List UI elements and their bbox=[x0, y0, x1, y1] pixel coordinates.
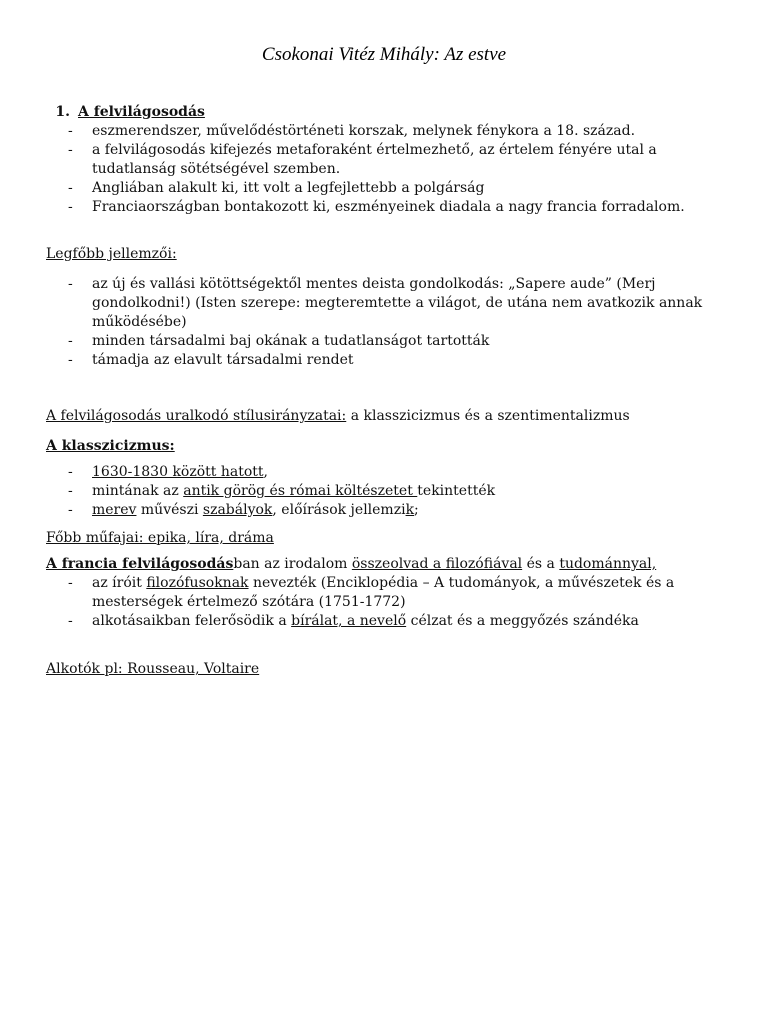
underlined-text: 1630-1830 között hatott bbox=[92, 464, 264, 480]
text: célzat és a meggyőzés szándéka bbox=[406, 613, 639, 629]
list-item: - Angliában alakult ki, itt volt a legfejlettebb a polgárság bbox=[46, 179, 736, 198]
text: , bbox=[263, 464, 268, 480]
section-enlightenment bbox=[46, 103, 736, 217]
features-list bbox=[46, 275, 736, 370]
list-item bbox=[46, 574, 736, 612]
underlined-text: merev bbox=[92, 502, 137, 518]
french-heading-label: A francia felvilágosodás bbox=[46, 556, 234, 572]
french-section bbox=[46, 555, 736, 631]
text: tekintették bbox=[417, 483, 496, 499]
text: nevezték (Enciklopédia – A tudományok, a művészetek és a mesterségek értelmező szótára (1751-1772) bbox=[92, 575, 675, 610]
text: az íróit bbox=[92, 575, 147, 591]
styles-line bbox=[46, 407, 736, 426]
list-item bbox=[46, 463, 736, 482]
section-heading bbox=[46, 103, 736, 122]
list-item: - a felvilágosodás kifejezés metaforaként értelmezhető, az értelem fényére utal a tudatlanság sötétségével szemben. bbox=[46, 141, 736, 179]
text: ; bbox=[414, 502, 419, 518]
french-heading bbox=[46, 555, 736, 574]
features-section bbox=[46, 275, 736, 370]
text: alkotásaikban felerősödik a bbox=[92, 613, 292, 629]
underlined-text: bírálat, a nevelő bbox=[291, 613, 407, 629]
text: ban az irodalom bbox=[233, 556, 352, 572]
text: művészi bbox=[136, 502, 203, 518]
genres-line bbox=[46, 529, 736, 548]
section-heading-text: A felvilágosodás bbox=[78, 104, 205, 120]
text: és a bbox=[522, 556, 560, 572]
list-item: - az új és vallási kötöttségektől mentes deista gondolkodás: „Sapere aude” (Merj gondolkodni!) (Isten szerepe: megteremtette a világot, de utána nem avatkozik annak működésébe) bbox=[46, 275, 736, 332]
list-item: - minden társadalmi baj okának a tudatlanságot tartották bbox=[46, 332, 736, 351]
section-number: 1. bbox=[55, 104, 70, 120]
text: , előírások jellemzi bbox=[272, 502, 406, 518]
genres-text: Főbb műfajai: epika, líra, dráma bbox=[46, 530, 274, 546]
features-heading-text: Legfőbb jellemzői: bbox=[46, 246, 177, 262]
underlined-text: összeolvad a filozófiával bbox=[351, 556, 523, 572]
french-list bbox=[46, 574, 736, 631]
authors-text: Alkotók pl: Rousseau, Voltaire bbox=[46, 661, 260, 677]
text: mintának az bbox=[92, 483, 184, 499]
list-item: - eszmerendszer, művelődéstörténeti korszak, melynek fénykora a 18. század. bbox=[46, 122, 736, 141]
features-heading bbox=[46, 245, 736, 264]
document-title: Csokonai Vitéz Mihály: Az estve bbox=[261, 44, 507, 65]
underlined-text: szabályok bbox=[202, 502, 273, 518]
list-item: - Franciaországban bontakozott ki, eszményeinek diadala a nagy francia forradalom. bbox=[46, 198, 736, 217]
authors-line bbox=[46, 660, 736, 679]
underlined-text: filozófusoknak bbox=[146, 575, 249, 591]
list-item bbox=[46, 482, 736, 501]
underlined-text: antik görög és római költészetet bbox=[183, 483, 418, 499]
classicism-section bbox=[46, 463, 736, 520]
styles-text: a klasszicizmus és a szentimentalizmus bbox=[346, 408, 630, 424]
enlightenment-list bbox=[46, 122, 736, 217]
list-item bbox=[46, 501, 736, 520]
underlined-text: tudománnyal, bbox=[559, 556, 657, 572]
underlined-text: k bbox=[405, 502, 415, 518]
styles-label: A felvilágosodás uralkodó stílusirányzatai: bbox=[46, 408, 347, 424]
classicism-heading-text: A klasszicizmus: bbox=[46, 438, 175, 454]
classicism-heading bbox=[46, 437, 736, 456]
list-item: - támadja az elavult társadalmi rendet bbox=[46, 351, 736, 370]
list-item bbox=[46, 612, 736, 631]
classicism-list bbox=[46, 463, 736, 520]
